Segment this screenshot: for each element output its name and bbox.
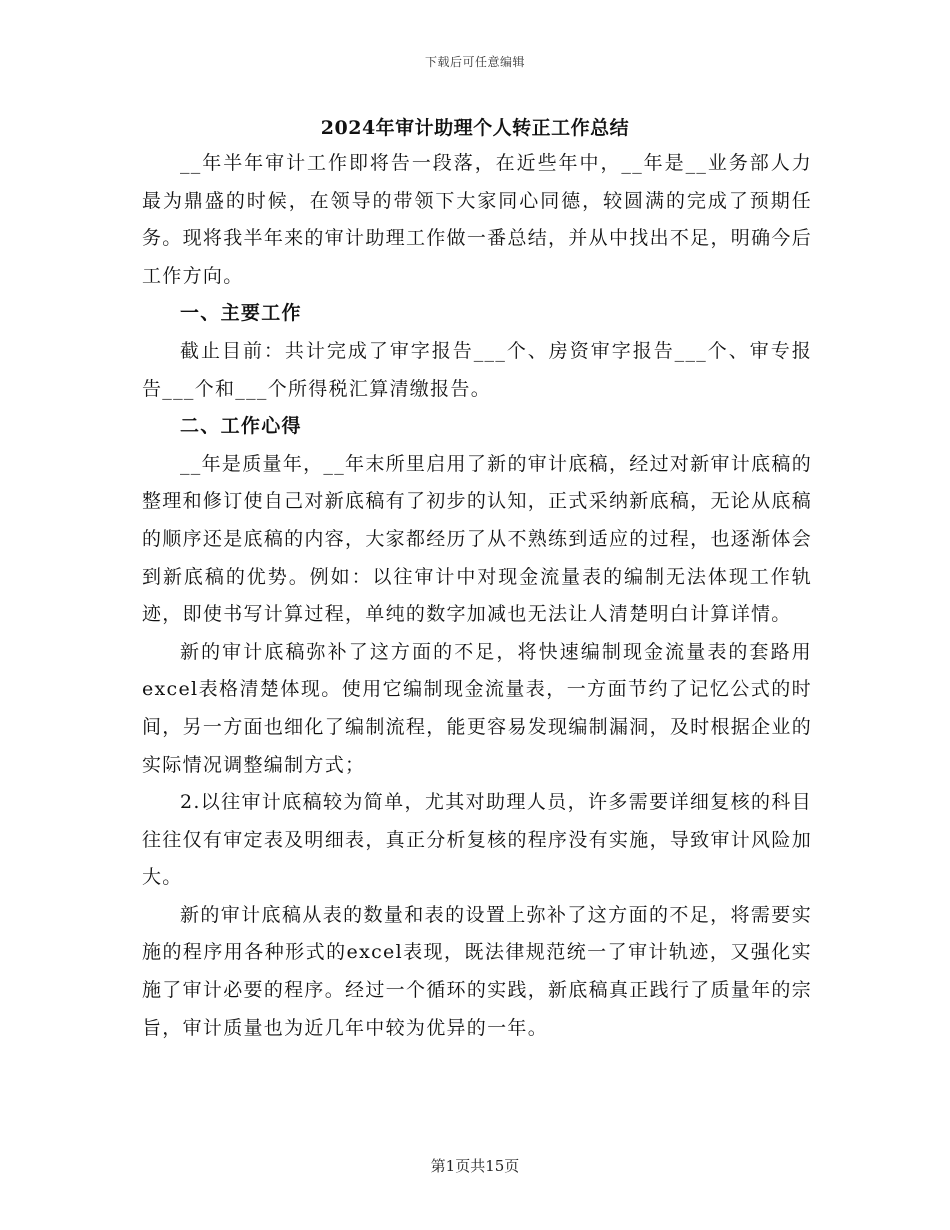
page-number: 第1页共15页 [430,1157,520,1175]
document-title: 2024年审计助理个人转正工作总结 [320,117,630,139]
header-note: 下载后可任意编辑 [424,55,525,69]
paragraph-experience-3: 2.以往审计底稿较为简单，尤其对助理人员，许多需要详细复核的科目往往仅有审定表及明细表，真正分析复核的程序没有实施，导致审计风险加大。 [142,791,812,889]
section-heading-main-work: 一、主要工作 [180,302,302,325]
section-heading-experience: 二、工作心得 [180,415,302,438]
paragraph-main-work: 截止目前：共计完成了审字报告___个、房资审字报告___个、审专报告___个和___个所得税汇算清缴报告。 [142,339,812,400]
paragraph-intro: __年半年审计工作即将告一段落，在近些年中，__年是__业务部人力最为鼎盛的时候，在领导的带领下大家同心同德，较圆满的完成了预期任务。现将我半年来的审计助理工作做一番总结，并从中找出不足，明确今后工作方向。 [142,152,812,287]
paragraph-experience-4: 新的审计底稿从表的数量和表的设置上弥补了这方面的不足，将需要实施的程序用各种形式的excel表现，既法律规范统一了审计轨迹，又强化实施了审计必要的程序。经过一个循环的实践，新底稿真正践行了质量年的宗旨，审计质量也为近几年中较为优异的一年。 [142,903,812,1039]
document-body [142,145,812,1047]
paragraph-experience-1: __年是质量年，__年末所里启用了新的审计底稿，经过对新审计底稿的整理和修订使自己对新底稿有了初步的认知，正式采纳新底稿，无论从底稿的顺序还是底稿的内容，大家都经历了从不熟练到适应的过程，也逐渐体会到新底稿的优势。例如：以往审计中对现金流量表的编制无法体现工作轨迹，即使书写计算过程，单纯的数字加减也无法让人清楚明白计算详情。 [142,452,812,626]
paragraph-experience-2: 新的审计底稿弥补了这方面的不足，将快速编制现金流量表的套路用excel表格清楚体现。使用它编制现金流量表，一方面节约了记忆公式的时间，另一方面也细化了编制流程，能更容易发现编制漏洞，及时根据企业的实际情况调整编制方式； [142,640,812,776]
